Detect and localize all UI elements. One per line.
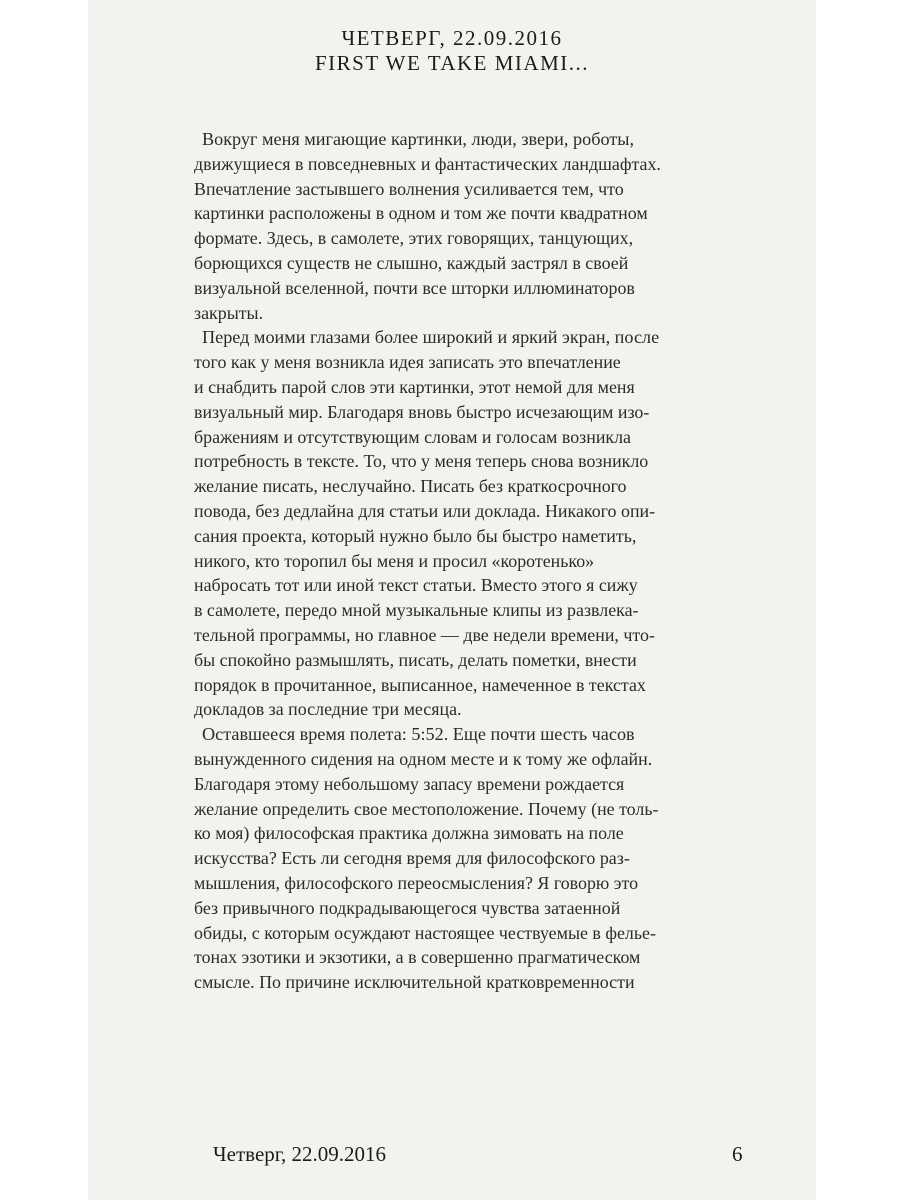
text-line: тонах эзотики и экзотики, а в совершенно прагматическом	[194, 947, 641, 968]
text-line: Вокруг меня мигающие картинки, люди, звери, роботы,	[202, 129, 635, 149]
text-line: смысле. По причине исключительной кратковременности	[194, 972, 635, 993]
text-line: в самолете, передо мной музыкальные клипы из развлека-	[194, 600, 639, 621]
chapter-heading	[88, 26, 816, 76]
running-head: Четверг, 22.09.2016	[213, 1142, 387, 1166]
chapter-date-title: ЧЕТВЕРГ, 22.09.2016	[341, 26, 563, 50]
book-page	[88, 0, 816, 1200]
text-line: Перед моими глазами более широкий и яркий экран, после	[202, 327, 660, 348]
text-line: Оставшееся время полета: 5:52. Еще почти шесть часов	[202, 724, 635, 745]
text-line: потребность в тексте. То, что у меня теперь снова возникло	[194, 451, 649, 472]
text-line: обиды, с которым осуждают настоящее чествуемые в фелье-	[194, 922, 656, 943]
text-line: Благодаря этому небольшому запасу времени рождается	[194, 773, 625, 794]
text-line: без привычного подкрадывающегося чувства затаенной	[194, 897, 621, 918]
text-line: и снабдить парой слов эти картинки, этот немой для меня	[194, 376, 635, 397]
text-line: формате. Здесь, в самолете, этих говорящих, танцующих,	[194, 228, 634, 249]
text-line: порядок в прочитанное, выписанное, намеченное в текстах	[194, 674, 646, 695]
text-line: тельной программы, но главное — две недели времени, что-	[194, 624, 655, 645]
chapter-subtitle: FIRST WE TAKE MIAMI...	[315, 51, 589, 75]
text-line: бражениям и отсутствующим словам и голосам возникла	[194, 426, 632, 447]
text-line: борющихся существ не слышно, каждый застрял в своей	[194, 252, 629, 273]
page-number: 6	[732, 1142, 743, 1166]
text-line: докладов за последние три месяца.	[194, 699, 462, 720]
text-line: Впечатление застывшего волнения усиливается тем, что	[194, 178, 624, 199]
text-line: движущиеся в повседневных и фантастических ландшафтах.	[194, 153, 661, 174]
text-line: сания проекта, который нужно было бы быстро наметить,	[194, 525, 637, 546]
text-line: бы спокойно размышлять, писать, делать пометки, внести	[194, 649, 637, 670]
text-line: ко моя) философская практика должна зимовать на поле	[194, 823, 624, 844]
body-text	[194, 127, 742, 995]
text-line: повода, без дедлайна для статьи или доклада. Никакого опи-	[194, 500, 656, 521]
text-line: вынужденного сидения на одном месте и к тому же офлайн.	[194, 748, 653, 769]
text-line: визуальный мир. Благодаря вновь быстро исчезающим изо-	[194, 401, 650, 422]
text-line: желание определить свое местоположение. Почему (не толь-	[194, 798, 659, 819]
text-line: мышления, философского переосмысления? Я говорю это	[194, 872, 639, 893]
text-line: набросать тот или иной текст статьи. Вместо этого я сижу	[194, 575, 638, 596]
text-line: закрыты.	[194, 302, 264, 323]
text-line: того как у меня возникла идея записать это впечатление	[194, 352, 621, 373]
text-line: визуальной вселенной, почти все шторки иллюминаторов	[194, 277, 635, 298]
text-line: искусства? Есть ли сегодня время для философского раз-	[194, 848, 630, 869]
text-line: картинки расположены в одном и том же почти квадратном	[194, 203, 648, 224]
text-line: никого, кто торопил бы меня и просил «коротенько»	[194, 550, 595, 571]
text-line: желание писать, неслучайно. Писать без краткосрочного	[194, 476, 627, 497]
